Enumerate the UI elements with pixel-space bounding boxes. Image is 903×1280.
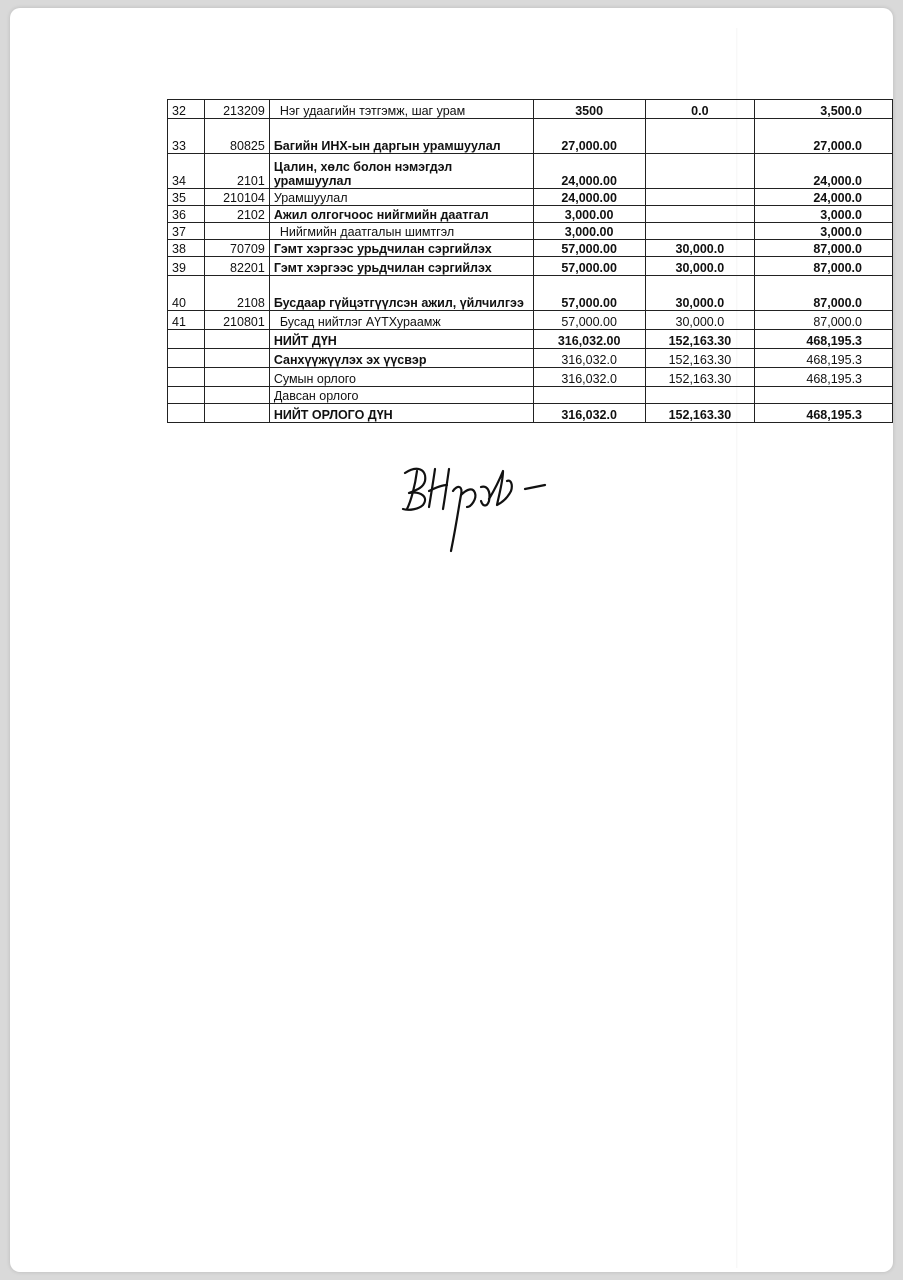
item-name-cell: Ажил олгогчоос нийгмийн даатгал xyxy=(269,206,533,223)
table-row xyxy=(168,330,893,349)
total-value-cell: 27,000.0 xyxy=(755,119,893,154)
account-code-cell: 210801 xyxy=(204,311,269,330)
item-name-cell: Давсан орлого xyxy=(269,387,533,404)
value-col1-cell: 316,032.0 xyxy=(533,349,645,368)
total-value-cell: 468,195.3 xyxy=(755,404,893,423)
total-value-cell: 468,195.3 xyxy=(755,349,893,368)
item-name-cell: Нийгмийн даатгалын шимтгэл xyxy=(269,223,533,240)
value-col2-cell xyxy=(645,387,755,404)
table-row xyxy=(168,311,893,330)
value-col2-cell xyxy=(645,119,755,154)
table-row xyxy=(168,189,893,206)
row-number-cell: 41 xyxy=(168,311,205,330)
account-code-cell: 70709 xyxy=(204,240,269,257)
value-col1-cell: 316,032.0 xyxy=(533,368,645,387)
value-col2-cell: 152,163.30 xyxy=(645,349,755,368)
value-col1-cell xyxy=(533,387,645,404)
value-col2-cell: 30,000.0 xyxy=(645,311,755,330)
row-number-cell: 33 xyxy=(168,119,205,154)
value-col1-cell: 3500 xyxy=(533,100,645,119)
item-name-cell: Цалин, хөлс болон нэмэгдэл урамшуулал xyxy=(269,154,533,189)
total-value-cell: 87,000.0 xyxy=(755,257,893,276)
table-row xyxy=(168,368,893,387)
table-row xyxy=(168,154,893,189)
value-col1-cell: 57,000.00 xyxy=(533,240,645,257)
row-number-cell: 35 xyxy=(168,189,205,206)
account-code-cell xyxy=(204,368,269,387)
value-col2-cell: 152,163.30 xyxy=(645,404,755,423)
value-col2-cell xyxy=(645,154,755,189)
table-row xyxy=(168,404,893,423)
total-value-cell: 468,195.3 xyxy=(755,368,893,387)
value-col2-cell: 30,000.0 xyxy=(645,276,755,311)
total-value-cell: 3,000.0 xyxy=(755,223,893,240)
table-row xyxy=(168,257,893,276)
row-number-cell xyxy=(168,368,205,387)
total-value-cell: 3,500.0 xyxy=(755,100,893,119)
total-value-cell: 468,195.3 xyxy=(755,330,893,349)
account-code-cell xyxy=(204,223,269,240)
item-name-cell: Бусад нийтлэг АҮТХураамж xyxy=(269,311,533,330)
value-col2-cell: 152,163.30 xyxy=(645,368,755,387)
total-value-cell: 24,000.0 xyxy=(755,189,893,206)
account-code-cell xyxy=(204,349,269,368)
item-name-cell: Санхүүжүүлэх эх үүсвэр xyxy=(269,349,533,368)
account-code-cell: 2101 xyxy=(204,154,269,189)
row-number-cell: 36 xyxy=(168,206,205,223)
value-col2-cell xyxy=(645,189,755,206)
budget-table-body xyxy=(168,100,893,423)
account-code-cell: 2108 xyxy=(204,276,269,311)
total-value-cell: 87,000.0 xyxy=(755,276,893,311)
row-number-cell xyxy=(168,330,205,349)
table-row xyxy=(168,276,893,311)
row-number-cell: 40 xyxy=(168,276,205,311)
item-name-cell: Гэмт хэргээс урьдчилан сэргийлэх xyxy=(269,257,533,276)
row-number-cell xyxy=(168,349,205,368)
value-col1-cell: 3,000.00 xyxy=(533,206,645,223)
value-col2-cell: 152,163.30 xyxy=(645,330,755,349)
account-code-cell: 82201 xyxy=(204,257,269,276)
total-value-cell xyxy=(755,387,893,404)
value-col1-cell: 27,000.00 xyxy=(533,119,645,154)
account-code-cell xyxy=(204,387,269,404)
budget-table xyxy=(167,99,893,423)
account-code-cell: 213209 xyxy=(204,100,269,119)
value-col1-cell: 316,032.0 xyxy=(533,404,645,423)
value-col1-cell: 3,000.00 xyxy=(533,223,645,240)
total-value-cell: 87,000.0 xyxy=(755,240,893,257)
table-row xyxy=(168,100,893,119)
value-col2-cell: 30,000.0 xyxy=(645,240,755,257)
table-row xyxy=(168,206,893,223)
item-name-cell: Бусдаар гүйцэтгүүлсэн ажил, үйлчилгээ xyxy=(269,276,533,311)
table-row xyxy=(168,223,893,240)
item-name-cell: Гэмт хэргээс урьдчилан сэргийлэх xyxy=(269,240,533,257)
document-page xyxy=(10,8,893,1272)
value-col1-cell: 24,000.00 xyxy=(533,154,645,189)
account-code-cell xyxy=(204,330,269,349)
value-col1-cell: 57,000.00 xyxy=(533,276,645,311)
total-value-cell: 3,000.0 xyxy=(755,206,893,223)
value-col1-cell: 57,000.00 xyxy=(533,257,645,276)
row-number-cell: 38 xyxy=(168,240,205,257)
row-number-cell: 32 xyxy=(168,100,205,119)
value-col2-cell xyxy=(645,223,755,240)
value-col1-cell: 316,032.00 xyxy=(533,330,645,349)
table-row xyxy=(168,119,893,154)
row-number-cell: 34 xyxy=(168,154,205,189)
value-col1-cell: 57,000.00 xyxy=(533,311,645,330)
item-name-cell: Урамшуулал xyxy=(269,189,533,206)
account-code-cell: 210104 xyxy=(204,189,269,206)
row-number-cell: 39 xyxy=(168,257,205,276)
row-number-cell xyxy=(168,404,205,423)
item-name-cell: НИЙТ ДҮН xyxy=(269,330,533,349)
value-col2-cell: 30,000.0 xyxy=(645,257,755,276)
value-col1-cell: 24,000.00 xyxy=(533,189,645,206)
item-name-cell: Нэг удаагийн тэтгэмж, шаг урам xyxy=(269,100,533,119)
item-name-cell: НИЙТ ОРЛОГО ДҮН xyxy=(269,404,533,423)
item-name-cell: Багийн ИНХ-ын даргын урамшуулал xyxy=(269,119,533,154)
total-value-cell: 87,000.0 xyxy=(755,311,893,330)
account-code-cell: 2102 xyxy=(204,206,269,223)
table-row xyxy=(168,240,893,257)
table-row xyxy=(168,387,893,404)
total-value-cell: 24,000.0 xyxy=(755,154,893,189)
signature-image xyxy=(395,451,555,556)
value-col2-cell xyxy=(645,206,755,223)
item-name-cell: Сумын орлого xyxy=(269,368,533,387)
value-col2-cell: 0.0 xyxy=(645,100,755,119)
table-row xyxy=(168,349,893,368)
account-code-cell: 80825 xyxy=(204,119,269,154)
row-number-cell xyxy=(168,387,205,404)
account-code-cell xyxy=(204,404,269,423)
row-number-cell: 37 xyxy=(168,223,205,240)
